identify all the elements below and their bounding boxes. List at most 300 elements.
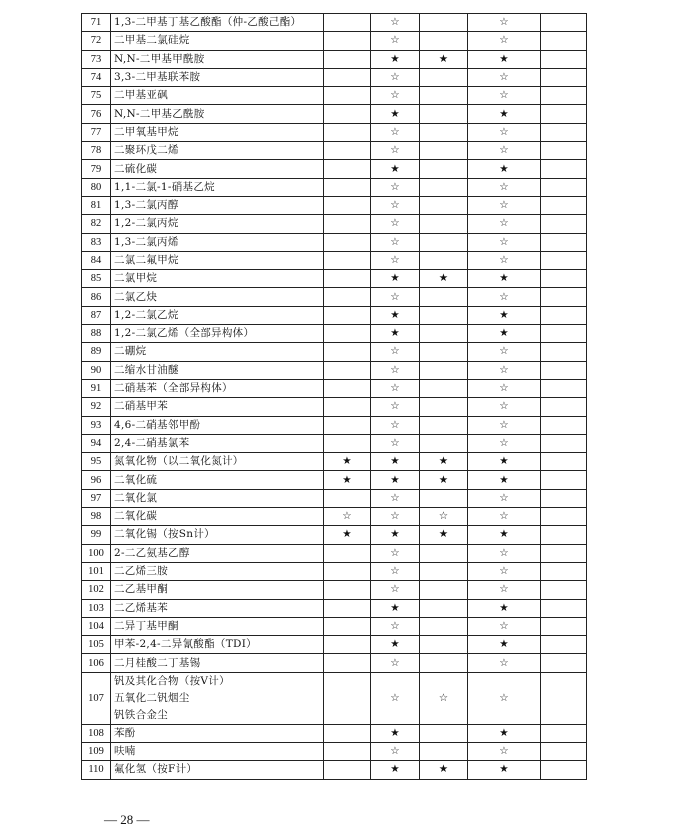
row-number: 94: [82, 434, 111, 452]
substance-name-line: 1,3-二甲基丁基乙酸酯（仲-乙酸己酯）: [114, 16, 302, 29]
mark-cell-1: [324, 581, 371, 599]
substance-name-line: 二氯甲烷: [114, 272, 158, 285]
mark-cell-4: ☆: [468, 142, 541, 160]
mark-cell-3: ★: [420, 453, 468, 471]
table-row: [82, 50, 587, 68]
mark-cell-5: [541, 562, 587, 580]
table-row: [82, 636, 587, 654]
table-row: [82, 724, 587, 742]
substance-name-line: 二月桂酸二丁基锡: [114, 656, 201, 669]
mark-cell-4: ☆: [468, 87, 541, 105]
row-number: 79: [82, 160, 111, 178]
mark-cell-4: ★: [468, 471, 541, 489]
mark-cell-2: ☆: [371, 489, 420, 507]
mark-cell-5: [541, 251, 587, 269]
mark-cell-5: [541, 343, 587, 361]
row-number: 85: [82, 270, 111, 288]
substance-name: [111, 508, 324, 526]
substance-name-line: N,N-二甲基乙酰胺: [114, 107, 205, 120]
substance-table: [81, 13, 587, 780]
mark-cell-1: [324, 434, 371, 452]
mark-cell-3: [420, 398, 468, 416]
mark-cell-1: [324, 742, 371, 760]
substance-name: [111, 544, 324, 562]
mark-cell-1: [324, 654, 371, 672]
mark-cell-5: [541, 761, 587, 779]
mark-cell-4: ☆: [468, 654, 541, 672]
mark-cell-5: [541, 544, 587, 562]
substance-name: [111, 288, 324, 306]
mark-cell-4: ★: [468, 270, 541, 288]
substance-name-line: 1,2-二氯乙烯（全部异构体）: [114, 327, 255, 340]
row-number: 78: [82, 142, 111, 160]
substance-name: [111, 724, 324, 742]
mark-cell-1: ★: [324, 453, 371, 471]
mark-cell-2: ★: [371, 50, 420, 68]
substance-name: [111, 343, 324, 361]
row-number: 71: [82, 14, 111, 32]
mark-cell-2: ☆: [371, 142, 420, 160]
table-row: [82, 742, 587, 760]
mark-cell-3: [420, 160, 468, 178]
row-number: 82: [82, 215, 111, 233]
substance-name-line: 2,4-二硝基氯苯: [114, 436, 190, 449]
mark-cell-5: [541, 306, 587, 324]
substance-name-line: 苯酚: [114, 726, 136, 739]
substance-name-line: 二乙烯三胺: [114, 565, 168, 578]
mark-cell-2: ★: [371, 105, 420, 123]
mark-cell-3: [420, 654, 468, 672]
substance-name-line: 4,6-二硝基邻甲酚: [114, 418, 201, 431]
substance-name: [111, 306, 324, 324]
row-number: 75: [82, 87, 111, 105]
substance-name-line: 二甲基亚砜: [114, 89, 168, 102]
mark-cell-1: [324, 233, 371, 251]
mark-cell-2: ★: [371, 471, 420, 489]
mark-cell-5: [541, 654, 587, 672]
mark-cell-2: ★: [371, 453, 420, 471]
substance-name: [111, 398, 324, 416]
mark-cell-3: [420, 599, 468, 617]
mark-cell-3: [420, 742, 468, 760]
mark-cell-1: [324, 87, 371, 105]
mark-cell-3: [420, 379, 468, 397]
mark-cell-2: ★: [371, 599, 420, 617]
mark-cell-2: ★: [371, 325, 420, 343]
substance-name: [111, 270, 324, 288]
mark-cell-4: ☆: [468, 361, 541, 379]
mark-cell-1: [324, 14, 371, 32]
row-number: 77: [82, 123, 111, 141]
substance-name: [111, 215, 324, 233]
mark-cell-5: [541, 233, 587, 251]
substance-name: [111, 526, 324, 544]
substance-name-line: 1,2-二氯丙烷: [114, 217, 179, 230]
row-number: 105: [82, 636, 111, 654]
table-row: [82, 343, 587, 361]
mark-cell-4: ☆: [468, 343, 541, 361]
row-number: 89: [82, 343, 111, 361]
substance-name: [111, 50, 324, 68]
mark-cell-1: [324, 123, 371, 141]
mark-cell-5: [541, 489, 587, 507]
substance-name-line: 二氯二氟甲烷: [114, 254, 179, 266]
mark-cell-4: ★: [468, 761, 541, 779]
table-row: [82, 361, 587, 379]
mark-cell-1: [324, 196, 371, 214]
substance-name: [111, 434, 324, 452]
substance-name-line: 二氧化氯: [114, 491, 158, 504]
substance-name-line: 1,2-二氯乙烷: [114, 308, 179, 321]
mark-cell-4: ☆: [468, 398, 541, 416]
mark-cell-3: [420, 105, 468, 123]
substance-name-line: 二氯乙炔: [114, 290, 158, 303]
mark-cell-1: [324, 724, 371, 742]
substance-name-line: 氟化氢（按F计）: [114, 763, 198, 776]
row-number: 102: [82, 581, 111, 599]
substance-name: [111, 233, 324, 251]
substance-name: [111, 617, 324, 635]
substance-name-line: 二氧化碳: [114, 510, 158, 523]
mark-cell-2: ☆: [371, 87, 420, 105]
mark-cell-1: [324, 288, 371, 306]
row-number: 76: [82, 105, 111, 123]
table-row: [82, 160, 587, 178]
mark-cell-1: [324, 68, 371, 86]
mark-cell-2: ☆: [371, 288, 420, 306]
row-number: 88: [82, 325, 111, 343]
mark-cell-1: ★: [324, 471, 371, 489]
mark-cell-2: ☆: [371, 68, 420, 86]
mark-cell-3: [420, 416, 468, 434]
mark-cell-3: [420, 434, 468, 452]
row-number: 83: [82, 233, 111, 251]
mark-cell-5: [541, 724, 587, 742]
table-row: [82, 32, 587, 50]
table-row: [82, 306, 587, 324]
substance-name-line: 二乙烯基苯: [114, 601, 168, 614]
substance-name-line: 3,3-二甲基联苯胺: [114, 71, 201, 84]
substance-name: [111, 178, 324, 196]
mark-cell-4: ☆: [468, 215, 541, 233]
mark-cell-3: ★: [420, 471, 468, 489]
table-row: [82, 562, 587, 580]
substance-name: [111, 416, 324, 434]
table-row: [82, 581, 587, 599]
mark-cell-4: ☆: [468, 581, 541, 599]
mark-cell-4: ☆: [468, 672, 541, 724]
table-row: [82, 508, 587, 526]
mark-cell-3: [420, 617, 468, 635]
row-number: 91: [82, 379, 111, 397]
row-number: 74: [82, 68, 111, 86]
row-number: 110: [82, 761, 111, 779]
mark-cell-2: ☆: [371, 544, 420, 562]
mark-cell-4: ☆: [468, 434, 541, 452]
substance-name-line: 二聚环戊二烯: [114, 144, 179, 157]
table-row: [82, 617, 587, 635]
row-number: 72: [82, 32, 111, 50]
table-row: [82, 87, 587, 105]
table-row: [82, 599, 587, 617]
substance-name: [111, 105, 324, 123]
mark-cell-4: ☆: [468, 489, 541, 507]
page-number: — 28 —: [104, 812, 150, 827]
mark-cell-3: [420, 196, 468, 214]
table-row: [82, 453, 587, 471]
mark-cell-5: [541, 636, 587, 654]
mark-cell-3: ★: [420, 50, 468, 68]
mark-cell-1: [324, 379, 371, 397]
table-row: [82, 68, 587, 86]
mark-cell-1: ☆: [324, 508, 371, 526]
row-number: 108: [82, 724, 111, 742]
mark-cell-5: [541, 50, 587, 68]
mark-cell-4: ☆: [468, 742, 541, 760]
mark-cell-4: ☆: [468, 14, 541, 32]
mark-cell-5: [541, 123, 587, 141]
mark-cell-3: ★: [420, 270, 468, 288]
substance-name-line: 二缩水甘油醚: [114, 363, 179, 376]
substance-name: [111, 160, 324, 178]
substance-name: [111, 742, 324, 760]
mark-cell-4: ★: [468, 325, 541, 343]
table-body: [82, 14, 587, 780]
substance-name-line: 二乙基甲酮: [114, 583, 168, 596]
mark-cell-1: [324, 251, 371, 269]
mark-cell-1: [324, 105, 371, 123]
table-row: [82, 398, 587, 416]
mark-cell-2: ☆: [371, 178, 420, 196]
substance-name: [111, 325, 324, 343]
substance-name-line: 二异丁基甲酮: [114, 619, 179, 632]
substance-name-line: 二硫化碳: [114, 162, 158, 175]
table-row: [82, 270, 587, 288]
mark-cell-1: [324, 361, 371, 379]
mark-cell-3: ☆: [420, 508, 468, 526]
mark-cell-2: ★: [371, 270, 420, 288]
row-number: 104: [82, 617, 111, 635]
table-row: [82, 142, 587, 160]
mark-cell-4: ★: [468, 526, 541, 544]
table-row: [82, 178, 587, 196]
table-row: [82, 544, 587, 562]
mark-cell-1: [324, 50, 371, 68]
row-number: 96: [82, 471, 111, 489]
mark-cell-1: [324, 416, 371, 434]
mark-cell-3: [420, 306, 468, 324]
mark-cell-2: ★: [371, 761, 420, 779]
mark-cell-5: [541, 453, 587, 471]
mark-cell-4: ★: [468, 636, 541, 654]
mark-cell-3: [420, 233, 468, 251]
mark-cell-4: ☆: [468, 233, 541, 251]
row-number: 98: [82, 508, 111, 526]
row-number: 103: [82, 599, 111, 617]
mark-cell-3: [420, 343, 468, 361]
substance-name: [111, 453, 324, 471]
mark-cell-5: [541, 526, 587, 544]
table-row: [82, 288, 587, 306]
mark-cell-3: [420, 32, 468, 50]
row-number: 90: [82, 361, 111, 379]
mark-cell-5: [541, 288, 587, 306]
substance-name: [111, 761, 324, 779]
mark-cell-2: ☆: [371, 581, 420, 599]
mark-cell-2: ☆: [371, 343, 420, 361]
table-row: [82, 233, 587, 251]
substance-name: [111, 581, 324, 599]
mark-cell-5: [541, 379, 587, 397]
mark-cell-3: [420, 325, 468, 343]
mark-cell-4: ☆: [468, 379, 541, 397]
substance-name: [111, 654, 324, 672]
table-row: [82, 526, 587, 544]
substance-name-line: 二氧化锡（按Sn计）: [114, 528, 215, 541]
mark-cell-2: ☆: [371, 361, 420, 379]
mark-cell-2: ☆: [371, 416, 420, 434]
mark-cell-5: [541, 599, 587, 617]
mark-cell-2: ★: [371, 160, 420, 178]
mark-cell-1: [324, 325, 371, 343]
substance-name: [111, 361, 324, 379]
substance-name: [111, 489, 324, 507]
mark-cell-3: [420, 724, 468, 742]
mark-cell-5: [541, 14, 587, 32]
mark-cell-3: [420, 178, 468, 196]
row-number: 101: [82, 562, 111, 580]
mark-cell-3: [420, 123, 468, 141]
table-row: [82, 471, 587, 489]
mark-cell-5: [541, 471, 587, 489]
substance-name: [111, 562, 324, 580]
row-number: 80: [82, 178, 111, 196]
row-number: 97: [82, 489, 111, 507]
mark-cell-2: ★: [371, 306, 420, 324]
substance-name: [111, 14, 324, 32]
mark-cell-5: [541, 87, 587, 105]
mark-cell-4: ☆: [468, 68, 541, 86]
table-row: [82, 654, 587, 672]
substance-name: [111, 32, 324, 50]
mark-cell-1: [324, 617, 371, 635]
mark-cell-4: ★: [468, 160, 541, 178]
row-number: 107: [82, 672, 111, 724]
mark-cell-4: ☆: [468, 178, 541, 196]
mark-cell-2: ☆: [371, 434, 420, 452]
row-number: 73: [82, 50, 111, 68]
substance-name-line: 二硼烷: [114, 345, 147, 358]
mark-cell-4: ☆: [468, 617, 541, 635]
substance-name-line: 1,1-二氯-1-硝基乙烷: [114, 180, 215, 193]
mark-cell-5: [541, 178, 587, 196]
substance-name: [111, 123, 324, 141]
mark-cell-1: [324, 544, 371, 562]
mark-cell-4: ★: [468, 724, 541, 742]
mark-cell-3: [420, 489, 468, 507]
row-number: 93: [82, 416, 111, 434]
mark-cell-2: ☆: [371, 196, 420, 214]
substance-name: [111, 87, 324, 105]
mark-cell-5: [541, 196, 587, 214]
mark-cell-1: ★: [324, 526, 371, 544]
row-number: 106: [82, 654, 111, 672]
mark-cell-2: ☆: [371, 398, 420, 416]
table-row: [82, 489, 587, 507]
mark-cell-2: ☆: [371, 562, 420, 580]
row-number: 87: [82, 306, 111, 324]
mark-cell-2: ☆: [371, 32, 420, 50]
mark-cell-5: [541, 434, 587, 452]
mark-cell-4: ☆: [468, 416, 541, 434]
row-number: 100: [82, 544, 111, 562]
mark-cell-4: ★: [468, 306, 541, 324]
mark-cell-4: ☆: [468, 508, 541, 526]
mark-cell-4: ★: [468, 599, 541, 617]
mark-cell-2: ☆: [371, 617, 420, 635]
mark-cell-2: ☆: [371, 123, 420, 141]
table-row: [82, 434, 587, 452]
mark-cell-1: [324, 636, 371, 654]
mark-cell-5: [541, 416, 587, 434]
mark-cell-4: ☆: [468, 562, 541, 580]
mark-cell-5: [541, 32, 587, 50]
mark-cell-2: ☆: [371, 742, 420, 760]
row-number: 86: [82, 288, 111, 306]
table-row: [82, 379, 587, 397]
table-row: [82, 325, 587, 343]
mark-cell-5: [541, 68, 587, 86]
mark-cell-1: [324, 32, 371, 50]
mark-cell-4: ★: [468, 453, 541, 471]
mark-cell-3: [420, 215, 468, 233]
substance-name-line: 甲苯-2,4-二异氰酸酯（TDI）: [114, 638, 257, 651]
mark-cell-1: [324, 270, 371, 288]
mark-cell-1: [324, 489, 371, 507]
mark-cell-1: [324, 343, 371, 361]
mark-cell-5: [541, 508, 587, 526]
substance-name-line: 1,3-二氯丙醇: [114, 199, 179, 212]
substance-name-line: 钒铁合金尘: [114, 708, 168, 721]
mark-cell-1: [324, 306, 371, 324]
mark-cell-2: ☆: [371, 379, 420, 397]
mark-cell-5: [541, 742, 587, 760]
table-row: [82, 672, 587, 724]
mark-cell-3: [420, 562, 468, 580]
mark-cell-4: ☆: [468, 123, 541, 141]
substance-name-line: 氮氧化物（以二氧化氮计）: [114, 455, 244, 468]
row-number: 109: [82, 742, 111, 760]
mark-cell-5: [541, 105, 587, 123]
substance-name: [111, 636, 324, 654]
table-row: [82, 196, 587, 214]
mark-cell-1: [324, 398, 371, 416]
mark-cell-4: ☆: [468, 196, 541, 214]
row-number: 95: [82, 453, 111, 471]
mark-cell-3: [420, 361, 468, 379]
substance-name-line: 二硝基苯（全部异构体）: [114, 382, 233, 395]
mark-cell-2: ★: [371, 724, 420, 742]
mark-cell-3: ☆: [420, 672, 468, 724]
mark-cell-5: [541, 617, 587, 635]
mark-cell-1: [324, 562, 371, 580]
mark-cell-4: ☆: [468, 32, 541, 50]
mark-cell-2: ☆: [371, 672, 420, 724]
mark-cell-2: ☆: [371, 654, 420, 672]
mark-cell-4: ☆: [468, 544, 541, 562]
mark-cell-3: [420, 142, 468, 160]
substance-name: [111, 471, 324, 489]
